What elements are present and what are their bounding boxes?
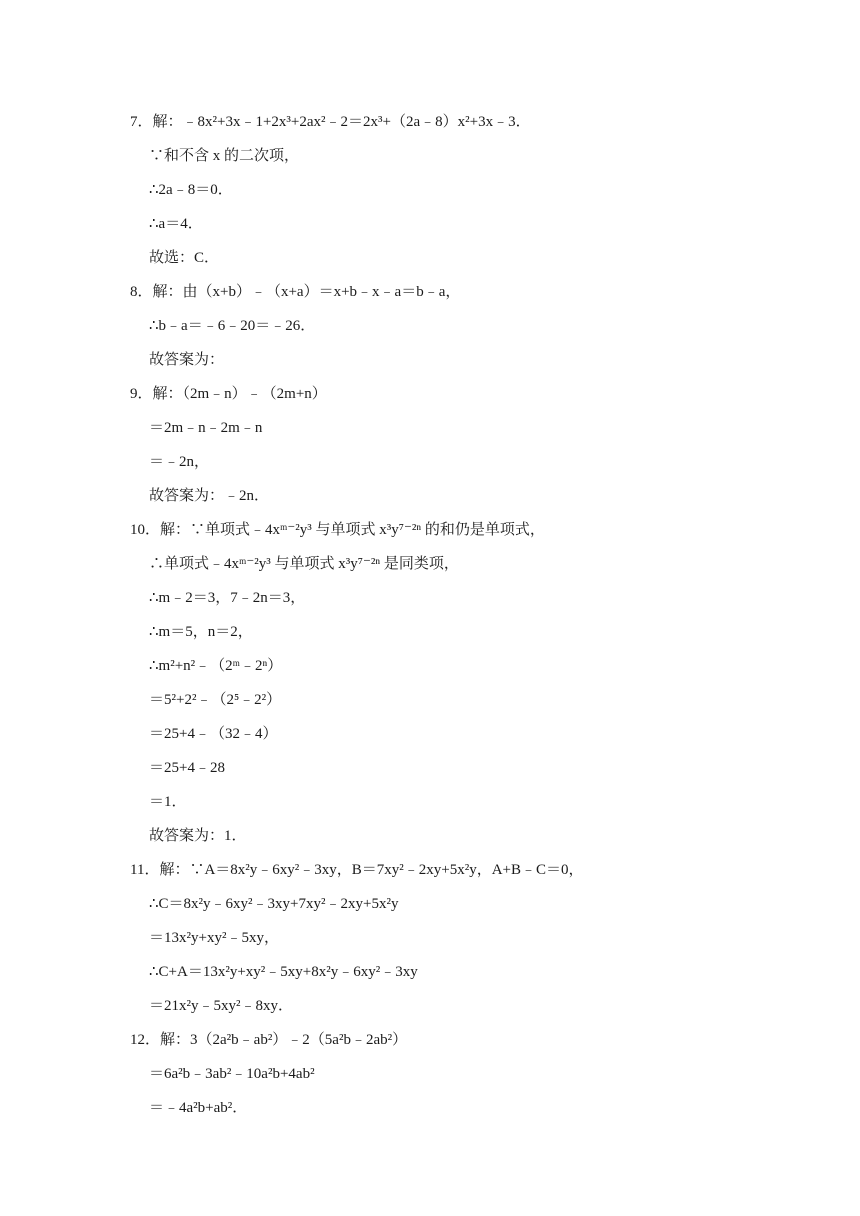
solution-10-line-4: ∴m＝5，n＝2， [149, 624, 253, 640]
solution-10-line-3: ∴m﹣2＝3，7﹣2n＝3， [149, 590, 306, 606]
solution-11-line-1: 11．解：∵A＝8x²y﹣6xy²﹣3xy，B＝7xy²﹣2xy+5x²y，A+B﹣C＝0， [130, 862, 584, 878]
solution-12-line-2: ＝6a²b﹣3ab²﹣10a²b+4ab² [149, 1066, 315, 1082]
solution-12-line-1: 12．解：3（2a²b﹣ab²）﹣2（5a²b﹣2ab²） [130, 1032, 408, 1048]
solution-9-line-3: ＝﹣2n， [149, 454, 210, 470]
solution-11-line-3: ＝13x²y+xy²﹣5xy， [149, 930, 279, 946]
solution-8-answer: 故答案为： [149, 352, 225, 368]
solution-9-line-1: 9．解：（2m﹣n）﹣（2m+n） [130, 386, 327, 402]
solution-10-line-9: ＝1． [149, 794, 187, 810]
solution-10-answer: 故答案为：1． [149, 828, 247, 844]
solution-12-line-3: ＝﹣4a²b+ab²． [149, 1100, 248, 1116]
solution-10-line-1: 10．解：∵单项式﹣4xᵐ⁻²y³ 与单项式 x³y⁷⁻²ⁿ 的和仍是单项式， [130, 522, 545, 538]
solution-9-answer: 故答案为：﹣2n． [149, 488, 270, 504]
solution-9-line-2: ＝2m﹣n﹣2m﹣n [149, 420, 263, 436]
solution-8-line-2: ∴b﹣a＝﹣6﹣20＝﹣26． [149, 318, 316, 334]
solution-11-line-2: ∴C＝8x²y﹣6xy²﹣3xy+7xy²﹣2xy+5x²y [149, 896, 399, 912]
solution-11-line-4: ∴C+A＝13x²y+xy²﹣5xy+8x²y﹣6xy²﹣3xy [149, 964, 418, 980]
solution-10-line-5: ∴m²+n²﹣（2ᵐ﹣2ⁿ） [149, 658, 283, 674]
solution-7-line-4: ∴a＝4． [149, 216, 203, 232]
solution-7-line-1: 7．解：﹣8x²+3x﹣1+2x³+2ax²﹣2＝2x³+（2a﹣8）x²+3x﹣3． [130, 114, 531, 130]
solution-7-answer: 故选：C． [149, 250, 220, 266]
solution-10-line-2: ∴单项式﹣4xᵐ⁻²y³ 与单项式 x³y⁷⁻²ⁿ 是同类项， [149, 556, 459, 572]
solution-7-line-3: ∴2a﹣8＝0． [149, 182, 233, 198]
solution-8-line-1: 8．解：由（x+b）﹣（x+a）＝x+b﹣x﹣a＝b﹣a， [130, 284, 461, 300]
solution-7-line-2: ∵和不含 x 的二次项， [149, 148, 300, 164]
solution-10-line-6: ＝5²+2²﹣（2⁵﹣2²） [149, 692, 282, 708]
solution-10-line-7: ＝25+4﹣（32﹣4） [149, 726, 278, 742]
solution-10-line-8: ＝25+4﹣28 [149, 760, 225, 776]
solution-11-line-5: ＝21x²y﹣5xy²﹣8xy． [149, 998, 293, 1014]
